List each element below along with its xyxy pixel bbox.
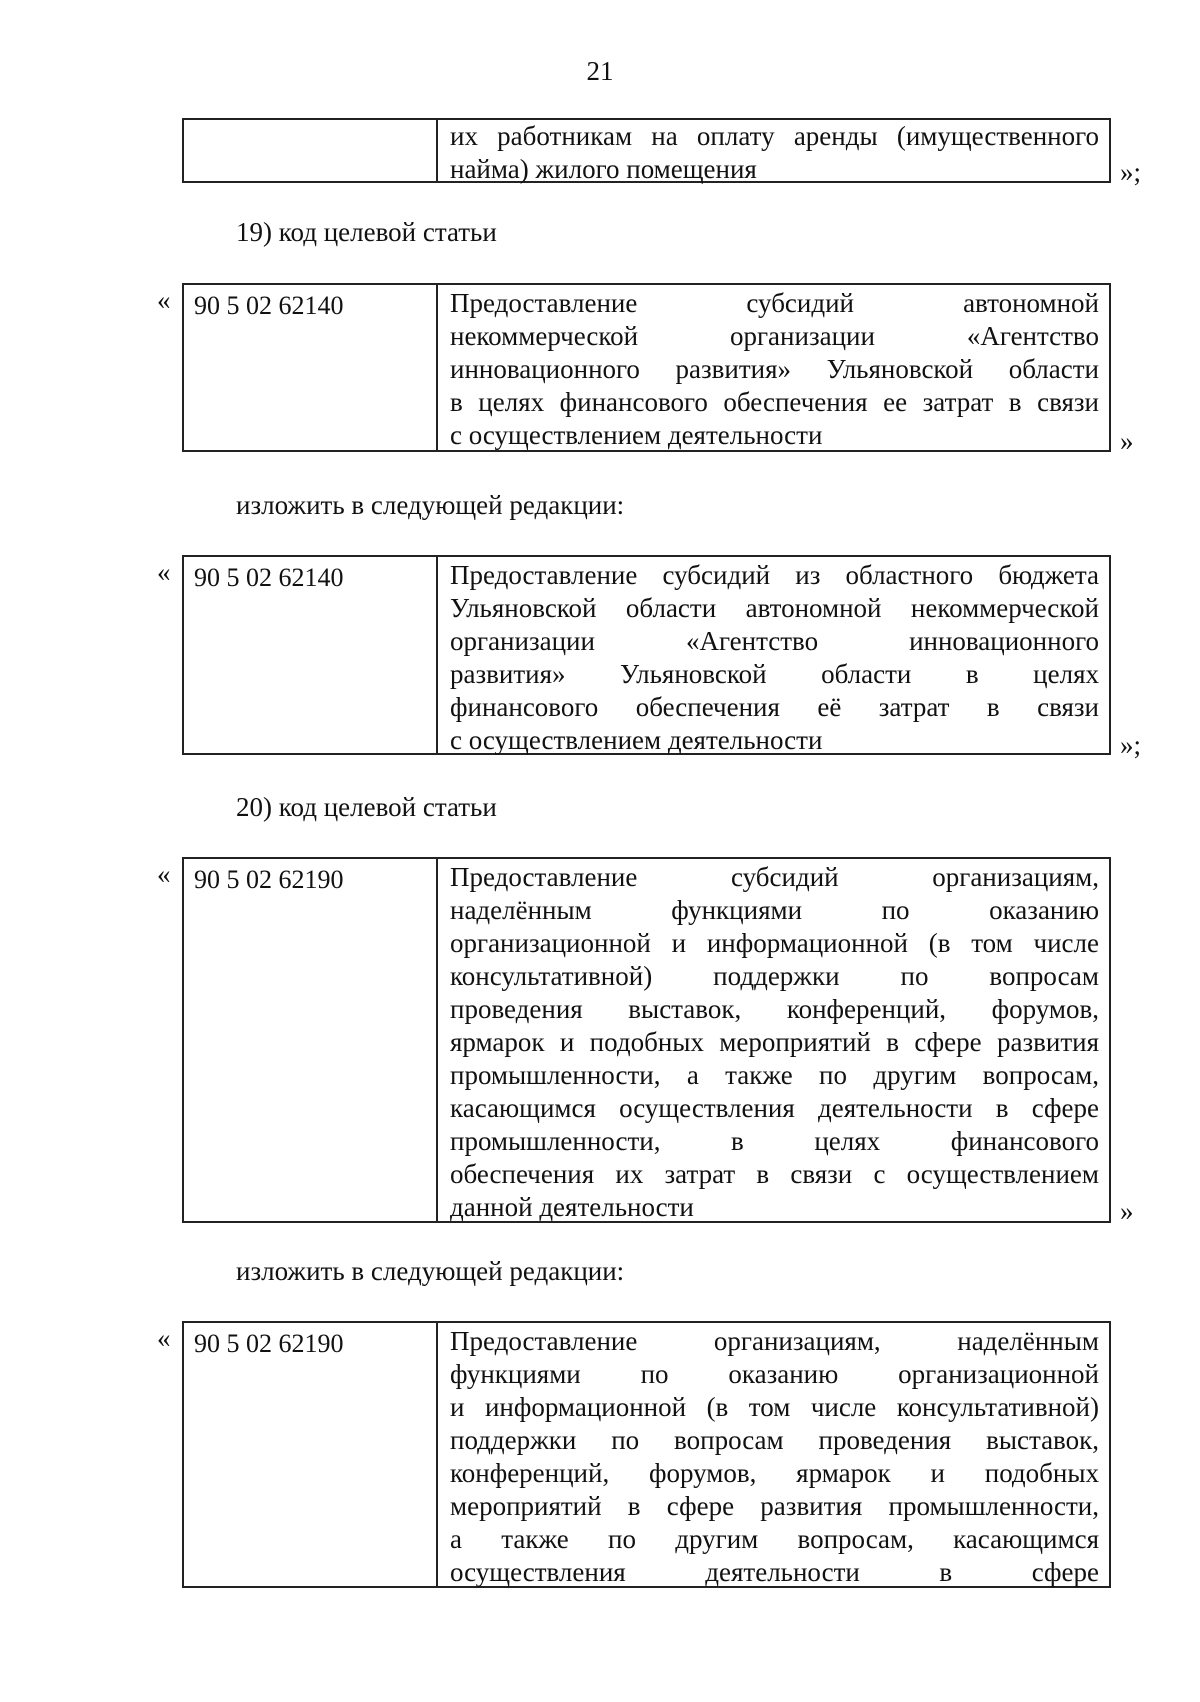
description-line: в целях финансового обеспечения ее затрат в связи (450, 387, 1099, 417)
description-line: Ульяновской области автономной некоммерческой (450, 593, 1099, 623)
description-line: некоммерческой организации «Агентство (450, 321, 1099, 351)
page-number: 21 (586, 56, 614, 86)
description-line: поддержки по вопросам проведения выставок, (450, 1425, 1099, 1455)
opening-quote: « (157, 859, 171, 889)
code-cell: 90 5 02 62190 (184, 859, 438, 1221)
section-heading-19: 19) код целевой статьи (236, 217, 497, 247)
closing-quote: » (1120, 426, 1134, 456)
description-line: функциями по оказанию организационной (450, 1359, 1099, 1389)
closing-quote: »; (1120, 157, 1142, 187)
section-heading-20: 20) код целевой статьи (236, 792, 497, 822)
description-line: финансового обеспечения её затрат в связи (450, 692, 1099, 722)
table-row-62140-new (182, 555, 1111, 755)
closing-quote: »; (1120, 730, 1142, 760)
description-line: организационной и информационной (в том числе (450, 928, 1099, 958)
description-line: конференций, форумов, ярмарок и подобных (450, 1458, 1099, 1488)
description-line: Предоставление субсидий автономной (450, 288, 1099, 318)
description-cell (438, 1323, 1109, 1586)
description-line: наделённым функциями по оказанию (450, 895, 1099, 925)
description-line: Предоставление организациям, наделённым (450, 1326, 1099, 1356)
table-row-62190-old (182, 857, 1111, 1223)
description-line: инновационного развития» Ульяновской области (450, 354, 1099, 384)
description-line: проведения выставок, конференций, форумов, (450, 994, 1099, 1024)
description-line: организации «Агентство инновационного (450, 626, 1099, 656)
description-line: консультативной) поддержки по вопросам (450, 961, 1099, 991)
restatement-heading: изложить в следующей редакции: (236, 490, 625, 520)
description-cell (438, 120, 1109, 184)
code-cell: 90 5 02 62140 (184, 285, 438, 450)
table-row-62190-new (182, 1321, 1111, 1588)
description-line: ярмарок и подобных мероприятий в сфере развития (450, 1027, 1099, 1057)
description-line: с осуществлением деятельности (450, 725, 823, 755)
description-line: найма) жилого помещения (450, 154, 757, 184)
description-cell (438, 285, 1109, 450)
description-line: и информационной (в том числе консультативной) (450, 1392, 1099, 1422)
description-line: промышленности, а также по другим вопросам, (450, 1060, 1099, 1090)
opening-quote: « (157, 1323, 171, 1353)
description-line: их работникам на оплату аренды (имущественного (450, 121, 1099, 151)
description-line: Предоставление субсидий из областного бюджета (450, 560, 1099, 590)
description-cell (438, 557, 1109, 753)
description-line: мероприятий в сфере развития промышленности, (450, 1491, 1099, 1521)
description-line: с осуществлением деятельности (450, 420, 823, 450)
description-line: осуществления деятельности в сфере (450, 1557, 1099, 1587)
description-line: промышленности, в целях финансового (450, 1126, 1099, 1156)
opening-quote: « (157, 557, 171, 587)
description-line: а также по другим вопросам, касающимся (450, 1524, 1099, 1554)
code-cell-empty (184, 120, 438, 181)
description-line: Предоставление субсидий организациям, (450, 862, 1099, 892)
closing-quote: » (1120, 1196, 1134, 1226)
description-line: обеспечения их затрат в связи с осуществлением (450, 1159, 1099, 1189)
code-cell: 90 5 02 62140 (184, 557, 438, 753)
restatement-heading: изложить в следующей редакции: (236, 1256, 625, 1286)
code-cell: 90 5 02 62190 (184, 1323, 438, 1586)
opening-quote: « (157, 285, 171, 315)
description-line: касающимся осуществления деятельности в сфере (450, 1093, 1099, 1123)
description-line: развития» Ульяновской области в целях (450, 659, 1099, 689)
description-cell (438, 859, 1109, 1221)
table-row-continuation (182, 118, 1111, 183)
table-row-62140-old (182, 283, 1111, 452)
description-line: данной деятельности (450, 1192, 694, 1222)
